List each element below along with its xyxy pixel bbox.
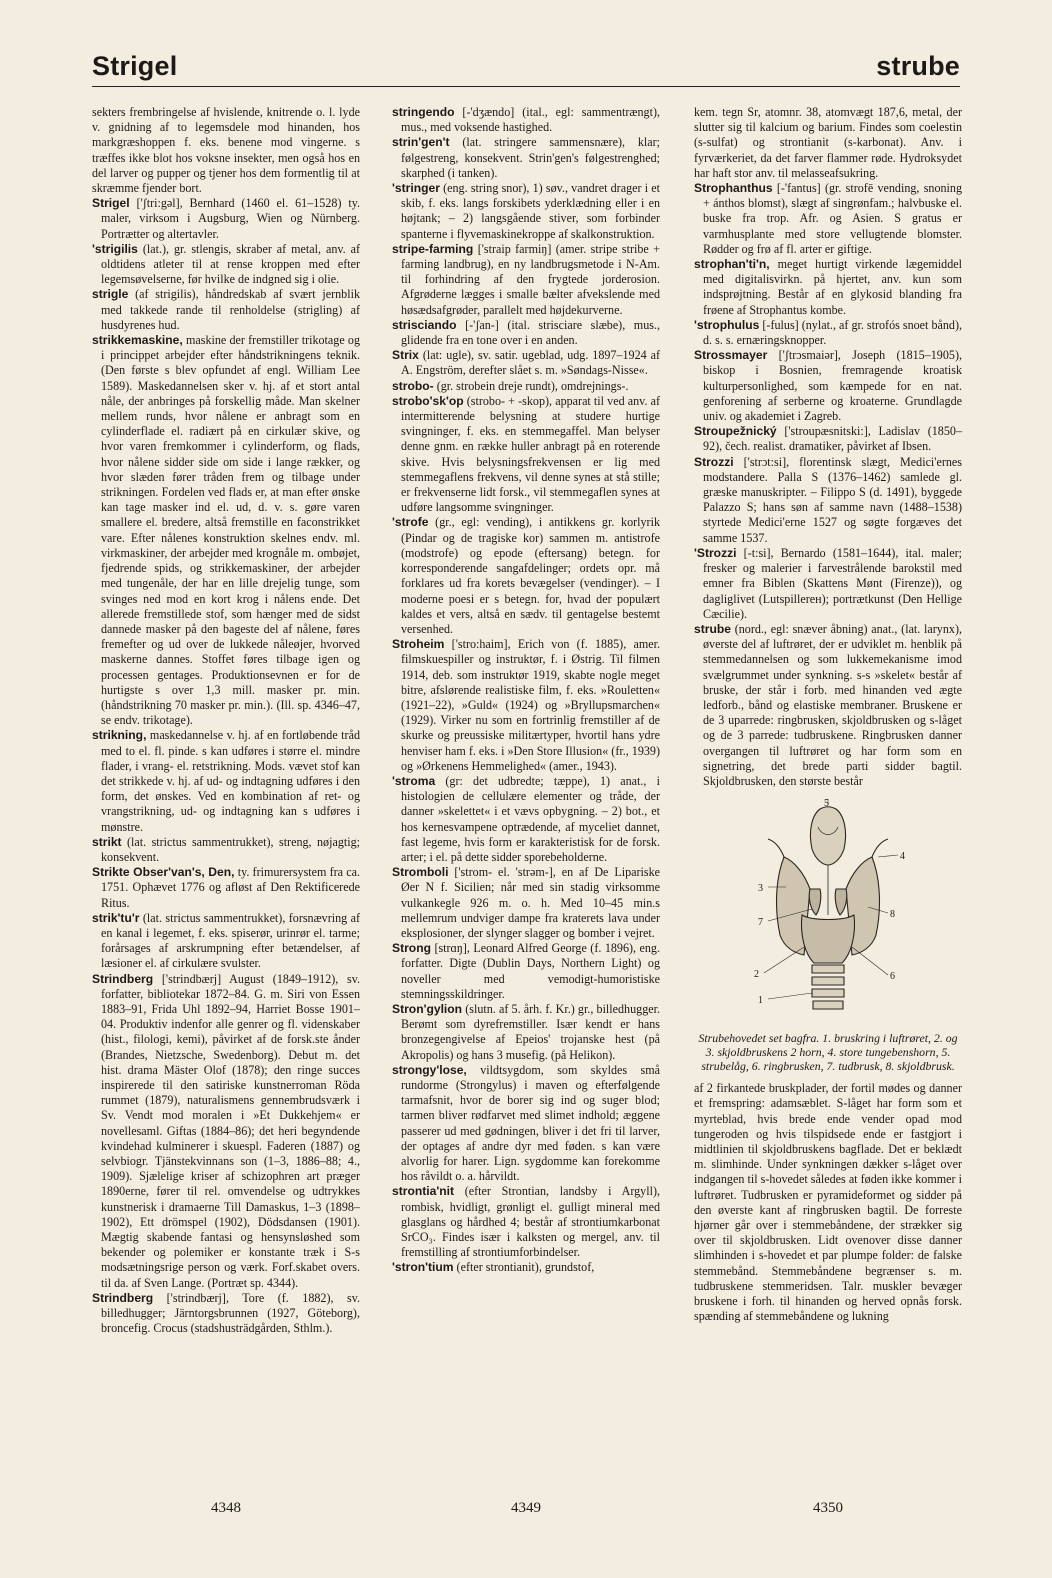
entry-headword: Stroupežnický: [694, 424, 777, 439]
entry-strindberg-tore: Strindberg ['strindbærj], Tore (f. 1882), sv. billedhugger; Järntorgsbrunnen (1927, Göteborg), broncefig. Crocus (stadshusträdgården, Sthlm.).: [92, 1290, 360, 1336]
figure-label: 4: [900, 851, 905, 863]
column-3: [694, 105, 962, 1324]
entry-headword: strongy'lose,: [392, 1062, 467, 1077]
entry-headword: strik'tu'r: [92, 910, 140, 925]
entry-stroboskop: strobo'sk'op (strobo- + -skop), apparat til ved anv. af intermitterende belysning at studere hurtige svingninger, f. eks. en stemmegaffel. Man belyser denne gnm. en række huller anbragt på en roterende skive. Hvis belysningsfrekvensen er lig med stemmegaflens frekvens, vil denne synes at stå stille; er frekvenserne lidt forsk., vil stemmegaflen synes at udføre langsomme svingninger.: [392, 393, 660, 515]
entry-strobo: strobo- (gr. strobein dreje rundt), omdrejnings-.: [392, 378, 629, 393]
figure-label: 7: [758, 917, 763, 929]
entry-stroma: 'stroma (gr: det udbredte; tæppe), 1) anat., i histologien de cellulære elementer og tråde, der danner »skelettet« i et vævs opbygning. – 2) bot., et hos kernesvampene optrædende, af myceliet dannet, fast legeme, hvis form er karakteristisk for de forsk. arter; i el. på dette sidder sporebeholderne.: [392, 773, 660, 864]
entry-headword: 'strigilis: [92, 241, 138, 256]
entry-strongylose: strongy'lose, vildtsygdom, som skyldes små rundorme (Strongylus) i maven og efterfølgende tarmafsnit, hvor de borer sig ind og suger blod; tarmen bliver rødfarvet med slimet indhold; æggene passerer ud med gødningen, bliver i det fri til larver, der optages af andre dyr med føden. s kan være alvorlig for harer. Lign. sygdomme kan forekomme hos råvildt o. a. hårvildt.: [392, 1062, 660, 1184]
larynx-drawing: [728, 797, 928, 1029]
entry-strikning: strikning, maskedannelse v. hj. af en fortløbende tråd med to el. fl. pinde. s kan udføres i større el. mindre flader, i vrang- el. retstrikning. Mods. vævet stof kan det strikkede v. hj. af ud- og indtagning udføres i den form, det ønskes. Ved en kombination af ret- og vrangstrikning, ud- og indtagning kan s udføres i mønstre.: [92, 728, 360, 834]
entry-strofe: 'strofe (gr., egl: vending), i antikkens gr. korlyrik (Pindar og de tragiske kor) sammen m. antistrofe (modstrofe) og epode (eftersang) betegn. for korresponderende sangafdelinger; ordets opr. må forklares ud fra korets bevægelser (vendinger). – I moderne poesi er s betegn. for, hvad der populært kaldes et vers, altså en sædv. til gentagelse bestemt versenhed.: [392, 515, 660, 636]
entry-headword: strobo-: [392, 378, 434, 393]
entry-continuation: sekters frembringelse af hvislende, knitrende o. l. lyde v. gnidning af to legemsdele mod hinanden, hos markgræshoppen f. eks. benene mod vingerne. s træffes ikke blot hos voksne insekter, men også hos en del larver og pupper og tjener hos dem formentlig til at skræmme fjender bort.: [92, 105, 360, 196]
entry-headword: Stroheim: [392, 637, 445, 652]
header-right-guide-word: strube: [876, 51, 960, 81]
entry-headword: 'strophulus: [694, 317, 760, 332]
entry-stromboli: Stromboli ['strom- el. 'strəm-], en af De Lipariske Øer N f. Sicilien; når med sin stadig virksomme vulkankegle 926 m. o. h. Med 10–45 min.s mellemrum undviger dampe fra kraterets lava under eksplosioner, der slynger slagger og bomber i vejret.: [392, 865, 660, 940]
entry-strozzi-bernardo: 'Strozzi [-t:si], Bernardo (1581–1644), ital. maler; fresker og malerier i farvestrålende barokstil med emner fra Biblen (Skattens Mønt (Firenze)), og dagliglivet (Lutspillerен); portrætkunst (Den Hellige Cæcilie).: [694, 545, 962, 621]
entry-continuation: kem. tegn Sr, atomnr. 38, atomvægt 187,6, metal, der slutter sig til kalcium og barium. Findes som coelestin (s-sulfat) og strontianit (s-karbonat). Anv. i fyrværkeriet, da det farver flammer røde. Hydroksydet har haft stor anv. til melasseafsukring.: [694, 105, 962, 180]
entry-strongylion: Stron'gylion (slutn. af 5. årh. f. Kr.) gr., billedhugger. Berømt som dyrefremstiller. Især kendt er hans bronzegengivelse af Epeios' trojanske hest (på Akropolis) og hans 3 musefig. (på Helikon).: [392, 1001, 660, 1062]
column-number-left: 4348: [211, 1500, 241, 1516]
entry-headword: 'stringer: [392, 181, 440, 196]
entry-stringer: 'stringer (eng. string snor), 1) søv., vandret drager i et skib, f. eks. langs forskibets yderklædning eller i en højtank; – 2) langsgående stiver, som forbinder spanterne i flyvemaskinekroppe af skalkonstruktion.: [392, 181, 660, 241]
entry-headword: Strozzi: [694, 454, 734, 469]
entry-headword: strikning,: [92, 728, 147, 743]
entry-headword: strisciando: [392, 317, 457, 332]
entry-headword: Stromboli: [392, 865, 449, 880]
entry-strikt: strikt (lat. strictus sammentrukket), streng, nøjagtig; konsekvent.: [92, 834, 360, 864]
entry-strossmayer: Strossmayer ['ʃtrɔsmaiər], Joseph (1815–1905), biskop i Bosnien, fremragende kroatisk kulturpersonlighed, som kæmpede for en nat. genforening af serberne og kroaterne. Grundlagde univ. og akademiet i Zagreb.: [694, 348, 962, 424]
entry-stroheim: Stroheim ['stro:haim], Erich von (f. 1885), amer. filmskuespiller og instruktør, f. i Østrig. Til filmen 1914, deb. som instruktør 1919, skabte nogle meget bitre, afslørende realistiske film, f. eks. »Rouletten« (1921–22), »Guld« (1924) og »Bryllupsmarchen« (1929). Virker nu som en fortrinlig fremstiller af de skurke og preussiske militærtyper, hvortil hans ydre henviser ham f. eks. i »Den Store Illusion« (fr., 1939) og »Ørkenens Hemmelighed« (amer., 1943).: [392, 637, 660, 773]
column-2: [392, 105, 660, 1276]
entry-strozzi-family: Strozzi ['strɔt:si], florentinsk slægt, Medici'ernes modstandere. Palla S (1376–1462) samlede gl. græske manuskripter. – Filippo S (d. 1491), byggede Palazzo S; hans søn af samme navn (1488–1538) styrtede Medici'erne 1527 og søgte forgæves det samme 1537.: [694, 454, 962, 545]
entry-headword: Strindberg: [92, 1290, 154, 1305]
entry-strube: strube (nord., egl: snæver åbning) anat., (lat. larynx), øverste del af luftrøret, der er udviklet m. henblik på stemmedannelsen og som lukkemekanisme imod svælgrummet under synkning. s-s »skelet« består af bruske, der står i forb. med hinanden ved ægte ledforb., bånd og elastiske membraner. Bruskene er de 3 uparrede: ringbrusken, skjoldbrusken og s-låget og de 3 parrede: tudbruskene. Ringbrusken danner overgangen til luftrøret og har form som en signetring, det brede parti sidder bagtil. Skjoldbrusken, den største består: [694, 621, 963, 788]
entry-strisciando: strisciando [-'ʃan-] (ital. strisciare slæbe), mus., glidende fra en tone over i en anden.: [392, 317, 660, 348]
entry-stroupeznicky: Stroupežnický ['stroupæsnitski:], Ladislav (1850–92), čech. realist. dramatiker, påvirket af Ibsen.: [694, 424, 962, 454]
figure-label: 2: [754, 969, 759, 981]
figure-label: 6: [890, 971, 895, 983]
figure-label: 5: [824, 798, 829, 810]
entry-strophanthus: Strophanthus [-'fantus] (gr. strofē vending, snoning + ánthos blomst), slægt af singrønfam.; halvbuske el. buske fra trop. Afr. og Asien. S gratus er varmhusplante med store vellugtende blomster. Rødder og frø af fl. arter er giftige.: [694, 181, 962, 256]
entry-strigilis: 'strigilis (lat.), gr. stlengis, skraber af metal, anv. af oldtidens atleter til at rense kroppen med efter legemsøvelserne, før hvilke de indgned sig i olie.: [92, 241, 360, 287]
entry-striktur: strik'tu'r (lat. strictus sammentrukket), forsnævring af en kanal i legemet, f. eks. spiserør, urinrør el. tarme; forårsages af arskrumpning efter betændelser, af læsioner el. af cirkulære svulster.: [92, 910, 361, 971]
entry-headword: Strophanthus: [694, 181, 773, 196]
entry-headword: strikkemaskine,: [92, 333, 183, 348]
entry-headword: Strikte Obser'van's, Den,: [92, 865, 235, 880]
entry-strigle: strigle (af strigilis), håndredskab af svært jernblik med takkede rande til renholdelse (strigling) af husdyrenes hud.: [92, 287, 360, 332]
entry-strontianit: strontia'nit (efter Strontian, landsby i Argyll), rombisk, hvidligt, grønligt el. gulligt mineral med glasglans og hårdhed 4; består af strontiumkarbonat SrCO₃. Findes især i kalksten og mergel, anv. til fremstilling af strontiumforbindelser.: [392, 1184, 660, 1260]
entry-strube-continued: af 2 firkantede bruskplader, der fortil mødes og danner et fremspring: adamsæblet. S-låget har form som et myrteblad, hvis brede ende vender opad mod tungeroden og hvis tilspidsede ende er fastgjort i midtlinien til skjoldbruskens bagflade. Det er beklædt m. slimhinde. Under synkningen dækker s-låget over indgangen til s-hovedet således at føden ikke kommer i luftrøret. Tudbrusken er pyramideformet og sidder på den øverste kant af ringbrusken bagtil. De forreste hjørner går over i stemmebåndene, der strækker sig over til skjoldbrusken. Lidt ovenover disse danner slimhinden i s-hovedet et par plumpe folder: de falske stemmebånd. Stemmebåndene begrænser s. m. tudbruskene stemmeridsen. Talr. muskler bevæger bruskene i forh. til hinanden og herved opnås forsk. spænding af stemmebåndene og lukning: [694, 1081, 962, 1324]
entry-stripe-farming: stripe-farming ['straip farmiŋ] (amer. stripe stribe + farming landbrug), en ny landbrugsmetode i N-Am. til forhindring af den frygtede jorderosion. Afgrøderne lægges i smalle bælter afvekslende med høsædsafgrøder, parallelt med højdekurverne.: [392, 241, 660, 317]
entry-headword: stringendo: [392, 105, 455, 119]
entry-strikkemaskine: strikkemaskine, maskine der fremstiller trikotage og i princippet arbejder efter håndstrikningens teknik. (Den første s blev opfundet af engl. William Lee 1589). Maskedannelsen sker v. hj. af et stort antal nåle, der anbringes på forskellig måde. Man skelner mellem runds, hvor nålene er anbragt som en cylinderflade el. radiært på en cirkulær skive, og hvor varen fremkommer i cylinderform, og flads, hvor nålene sidder side om side i lange rækker, og hvor slæden fører tråden frem og tilbage under strikningen. Fordelen ved flads er, at man efter ønske kan tage masker ind el. ud, d. v. s. gøre varen smallere el. bredere, altså fremstille en faconstrikket vare. Efter nålenes konstruktion skelnes endv. ml. virkmaskiner, der arbejder med krognåle m. ombøjet, fjedrende spids, og strikkemaskiner, der arbejder med tungenåle, der har en lille drejelig tunge, som svinges ned mod en kort krog i nålens ende. Det allerede fremstillede stof, som hænger med de sidst dannede masker på den bageste del af nålene, føres fremefter og ud over de lukkede nåleøjer, hvorved maskerne dannes. Stoffet føres tilbage igen og processen gentages. Produktionsevnen er for de hurtigste s over 1,3 mill. masker pr. min. (håndstrikning 70 masker pr. min.). (Ill. sp. 4346–47, se endv. trikotage).: [92, 333, 360, 728]
entry-headword: 'Strozzi: [694, 545, 737, 560]
figure-label: 3: [758, 883, 763, 895]
entry-strong: Strong [strɑŋ], Leonard Alfred George (f. 1896), eng. forfatter. Digte (Dublin Days, Northern Light) og noveller med vemodigt-humoristiske stemningsskildringer.: [392, 941, 661, 1001]
entry-stringendo: stringendo [-'dʒændo] (ital., egl: sammentrængt), mus., med voksende hastighed.: [392, 105, 660, 135]
entry-headword: 'stron'tium: [392, 1260, 454, 1275]
entry-headword: strontia'nit: [392, 1184, 454, 1199]
column-1: [92, 105, 360, 1336]
entry-strontium: 'stron'tium (efter strontianit), grundstof,: [392, 1260, 595, 1275]
entry-headword: Strigel: [92, 196, 130, 211]
entry-headword: strophan'ti'n,: [694, 257, 770, 272]
entry-headword: strikt: [92, 834, 122, 849]
entry-headword: Stron'gylion: [392, 1001, 463, 1016]
entry-strophulus: 'strophulus [-fulus] (nylat., af gr. strofós snoet bånd), d. s. s. ernæringsknopper.: [694, 317, 962, 348]
header-left-guide-word: Strigel: [92, 51, 178, 81]
entry-headword: strin'gen't: [392, 135, 450, 150]
column-number-middle: 4349: [511, 1500, 541, 1516]
entry-strikte-observans: Strikte Obser'van's, Den, ty. frimurersystem fra ca. 1751. Ophævet 1776 og afløst af Den Rektificerede Ritus.: [92, 865, 360, 910]
figure-caption: Strubehovedet set bagfra. 1. bruskring i luftrøret, 2. og 3. skjoldbruskens 2 horn, 4. store tungebenshorn, 5. strubelåg, 6. ringbrusken, 7. tudbrusk, 8. skjoldbrusk.: [698, 1031, 958, 1074]
entry-headword: strube: [694, 621, 731, 636]
entry-headword: Strindberg: [92, 971, 154, 986]
entry-strophantin: strophan'ti'n, meget hurtigt virkende lægemiddel med digitalisvirkn. på hjertet, anv. kun som indsprøjtning. Består af en glykosid blanding fra frøene af Strophantus kombe.: [694, 257, 963, 317]
figure-label: 1: [758, 995, 763, 1007]
entry-stringent: strin'gen't (lat. stringere sammensnære), klar; følgestreng, konsekvent. Strin'gen's følgestrenghed; skarphed (i tanken).: [392, 135, 660, 180]
entry-headword: Strossmayer: [694, 348, 768, 363]
entry-headword: strobo'sk'op: [392, 393, 464, 408]
entry-headword: stripe-farming: [392, 241, 474, 256]
entry-strix: Strix (lat: ugle), sv. satir. ugeblad, udg. 1897–1924 af A. Engström, derefter slået s. m. »Søndags-Nisse«.: [392, 348, 661, 378]
figure-label: 8: [890, 909, 895, 921]
entry-strindberg-august: Strindberg ['strindbærj] August (1849–1912), sv. forfatter, bibliotekar 1872–84. G. m. Siri von Essen 1883–91, Frida Uhl 1892–94, Harriet Bosse 1901–04. Produktiv indenfor alle genrer og fl. videnskaber (hist., filologi, kemi), påvirket af de forsk.ste ånder (Brandes, Nietzsche, Swedenborg). Debut m. det hist. drama Mäster Olof (1878); den ringe succes inspirerede til den satiriske kunstnerroman Röda rummet (1879), naturalismens gennembrudsværk i Sv. Vendt mod moralen i »Et Dukkehjem« er novellesaml. Giftas (1884–86); det heri begyndende kvindehad kulminerer i skuespl. Faderen (1887) og selvbiogr. Tjänstekvinnans son (1–3, 1886–88; 4., 1909). Sjælelige kriser af schizophren art præger 1890erne, fører til rel. omvendelse og udtrykkes kunstnerisk i dramaerne Till Damaskus, 1–3 (1898–1902), Ett drömspel (1902), Dödsdansen (1901). Mægtig skabende fantasi og hensynsløshed som bekender og polemiker er konstante træk i S-s modsætningsrige person og værk. Forf.skabet overs. til da. af Sven Lange. (Portræt sp. 4344).: [92, 971, 360, 1290]
column-number-right: 4350: [813, 1500, 843, 1516]
entry-headword: 'strofe: [392, 515, 429, 530]
larynx-illustration: [694, 797, 962, 1073]
entry-headword: Strong: [392, 941, 431, 956]
page-header: [92, 40, 960, 87]
entry-headword: 'stroma: [392, 773, 436, 788]
entry-strigel: Strigel ['ʃtri:gəl], Bernhard (1460 el. 61–1528) ty. maler, virksom i Augsburg, Wien og Nürnberg. Portrætter og altertavler.: [92, 196, 360, 241]
entry-headword: Strix: [392, 348, 419, 363]
entry-headword: strigle: [92, 287, 129, 302]
